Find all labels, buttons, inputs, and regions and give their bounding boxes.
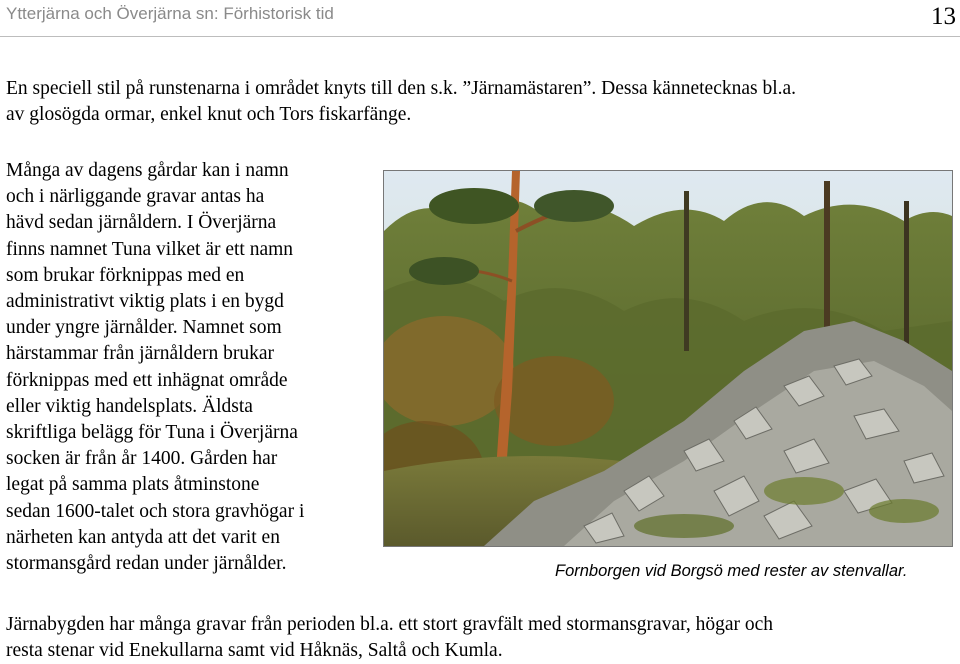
text-line: skriftliga belägg för Tuna i Överjärna <box>6 422 298 444</box>
text-line: sedan 1600-talet och stora gravhögar i <box>6 500 305 522</box>
text-line: närheten kan antyda att det varit en <box>6 526 280 548</box>
text-line: finns namnet Tuna vilket är ett namn <box>6 238 294 260</box>
text-line: legat på samma plats åtminstone <box>6 474 260 496</box>
body-paragraph <box>6 158 378 577</box>
text-line: stormansgård redan under järnålder. <box>6 553 287 575</box>
hillfort-photo <box>383 170 953 547</box>
page-number: 13 <box>931 3 956 30</box>
text-line: förknippas med ett inhägnat område <box>6 369 288 391</box>
intro-paragraph <box>6 76 956 128</box>
text-line: som brukar förknippas med en <box>6 264 245 286</box>
text-line: av glosögda ormar, enkel knut och Tors fiskarfänge. <box>6 104 412 126</box>
text-line: resta stenar vid Enekullarna samt vid Håknäs, Saltå och Kumla. <box>6 640 503 662</box>
text-line: administrativt viktig plats i en bygd <box>6 291 284 313</box>
text-line: Järnabygden har många gravar från perioden bl.a. ett stort gravfält med stormansgravar, högar och <box>6 614 774 635</box>
text-line: hävd sedan järnåldern. I Överjärna <box>6 212 277 234</box>
text-line: under yngre järnålder. Namnet som <box>6 317 282 339</box>
text-line: socken är från år 1400. Gården har <box>6 448 278 470</box>
closing-paragraph <box>6 612 956 664</box>
header-divider <box>0 36 960 37</box>
text-line: eller viktig handelsplats. Äldsta <box>6 395 253 417</box>
figure-caption: Fornborgen vid Borgsö med rester av stenvallar. <box>555 562 908 580</box>
running-header-title: Ytterjärna och Överjärna sn: Förhistorisk tid <box>6 4 334 23</box>
text-line: En speciell stil på runstenarna i området knyts till den s.k. ”Järnamästaren”. Dessa kännetecknas bl.a. <box>6 78 797 99</box>
text-line: Många av dagens gårdar kan i namn <box>6 160 289 181</box>
text-line: härstammar från järnåldern brukar <box>6 343 274 365</box>
text-line: och i närliggande gravar antas ha <box>6 186 265 208</box>
